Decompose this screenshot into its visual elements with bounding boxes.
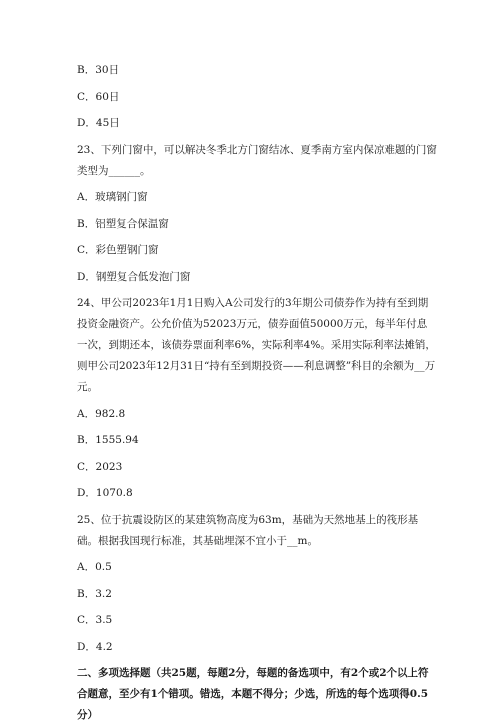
question-24-stem: 24、甲公司2023年1月1日购入A公司发行的3年期公司债券作为持有至到期投资金融资产。公允价值为52023万元，债券面值50000万元，每半年付息一次，到期还本，该债券票面利率6%，实际利率4%。采用实际利率法摊销，则甲公司2023年12月31日“持有至到期投资——利息调整”科目的余额为__万元。	[77, 297, 436, 393]
question-25-option-d: D．4.2	[77, 640, 113, 653]
question-25-option-c: C．3.5	[77, 614, 113, 626]
question-23-option-a: A．玻璃钢门窗	[77, 191, 148, 203]
question-24-option-d: D．1070.8	[77, 487, 133, 499]
question-23-option-d: D．钢塑复合低发泡门窗	[77, 270, 191, 283]
option-prev-c: C．60日	[77, 90, 120, 103]
option-prev-d: D．45日	[77, 117, 120, 129]
question-23-option-c: C．彩色塑钢门窗	[77, 244, 159, 256]
option-prev-b: B．30日	[77, 64, 120, 76]
page-content	[77, 60, 437, 726]
question-25-option-a: A．0.5	[77, 561, 112, 573]
section-2-heading: 二、多项选择题（共25题，每题2分，每题的备选项中，有2个或2个以上符合题意，至少有1个错项。错选，本题不得分；少选，所选的每个选项得0.5分）	[77, 667, 429, 721]
question-23-stem: 23、下列门窗中，可以解决冬季北方门窗结冰、夏季南方室内保凉难题的门窗类型为______。	[77, 143, 437, 177]
question-24-option-a: A．982.8	[77, 407, 126, 420]
question-24-option-c: C．2023	[77, 460, 123, 473]
question-23-option-b: B．铝塑复合保温窗	[77, 217, 169, 230]
question-24-option-b: B．1555.94	[77, 434, 139, 446]
question-25-option-b: B．3.2	[77, 587, 112, 600]
question-25-stem: 25、位于抗震设防区的某建筑物高度为63m，基础为天然地基上的筏形基础。根据我国现行标准，其基础埋深不宜小于__m。	[77, 513, 419, 547]
